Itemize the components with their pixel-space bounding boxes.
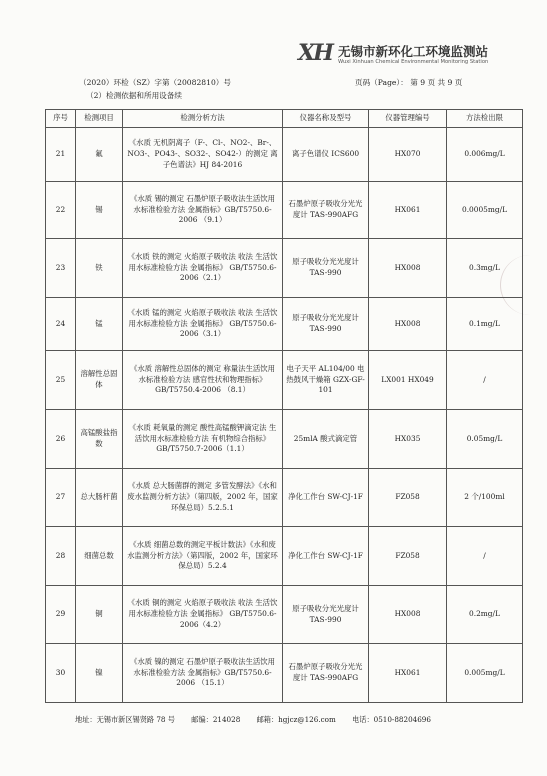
org-logo-block: [298, 40, 538, 70]
org-logo-mark: XH: [298, 40, 332, 66]
cell-instrument: 电子天平 AL104/00 电热鼓风干燥箱 GZX-GF-101: [283, 351, 369, 410]
section-title: （2）检测依据和所用设备续: [86, 91, 182, 100]
cell-no: 30: [46, 644, 76, 703]
cell-limit: 0.2mg/L: [447, 586, 523, 644]
cell-item: 锰: [76, 298, 123, 351]
cell-instrument: 石墨炉原子吸收分光光度计 TAS-990AFG: [283, 182, 369, 239]
cell-no: 27: [46, 469, 76, 527]
cell-item: 总大肠杆菌: [76, 469, 123, 527]
cell-code: HX061: [369, 644, 447, 703]
cell-instrument: 原子吸收分光光度计 TAS-990: [283, 239, 369, 298]
cell-limit: 0.0005mg/L: [447, 182, 523, 239]
table-row: [46, 351, 523, 410]
cell-instrument: 25mlA 酸式滴定管: [283, 410, 369, 469]
cell-no: 24: [46, 298, 76, 351]
cell-instrument: 原子吸收分光光度计 TAS-990: [283, 586, 369, 644]
cell-instrument: 净化工作台 SW-CJ-1F: [283, 527, 369, 586]
table-row: [46, 239, 523, 298]
cell-item: 细菌总数: [76, 527, 123, 586]
cell-item: 镍: [76, 644, 123, 703]
table-row: [46, 527, 523, 586]
footer-phone: 电话：0510-88204696: [352, 715, 431, 724]
cell-method: 《水质 溶解性总固体的测定 称量法生活饮用水标准检验方法 感官性状和物理指标》GB/T5750.4-2006 （8.1）: [123, 351, 283, 410]
cell-limit: 0.005mg/L: [447, 644, 523, 703]
cell-no: 21: [46, 128, 76, 182]
footer-email: 邮箱：hgjcz@126.com: [256, 715, 336, 724]
page-info: 页码（Page）： 第 9 页 共 9 页: [355, 78, 463, 87]
org-name: 无锡市新环化工环境监测站: [338, 44, 489, 59]
cell-method: 《水质 无机阴离子（F-、Cl-、NO2-、Br-、NO3-、PO43-、SO32-、SO42-）的测定 离子色谱法》HJ 84-2016: [123, 128, 283, 182]
table-row: [46, 644, 523, 703]
header-item: 检测项目: [76, 110, 123, 128]
cell-item: 高锰酸盐指数: [76, 410, 123, 469]
table-row: [46, 410, 523, 469]
header-limit: 方法检出限: [447, 110, 523, 128]
table-row: [46, 128, 523, 182]
cell-limit: 0.3mg/L: [447, 239, 523, 298]
cell-code: FZ058: [369, 469, 447, 527]
org-name-en: Wuxi Xinhuan Chemical Environmental Monitoring Station: [338, 59, 489, 65]
cell-code: FZ058: [369, 527, 447, 586]
header-method: 检测分析方法: [123, 110, 283, 128]
cell-instrument: 离子色谱仪 ICS600: [283, 128, 369, 182]
header-no: 序号: [46, 110, 76, 128]
table-row: [46, 182, 523, 239]
table-row: [46, 298, 523, 351]
report-number: （2020）环检（SZ）字第（20082810）号: [79, 78, 231, 87]
cell-limit: /: [447, 527, 523, 586]
cell-instrument: 净化工作台 SW-CJ-1F: [283, 469, 369, 527]
cell-code: HX008: [369, 239, 447, 298]
cell-item: 铜: [76, 586, 123, 644]
cell-item: 氟: [76, 128, 123, 182]
cell-item: 铁: [76, 239, 123, 298]
cell-method: 《水质 总大肠菌群的测定 多管发酵法》《水和废水监测分析方法》（第四版，2002 年，国家环保总局）5.2.5.1: [123, 469, 283, 527]
cell-code: HX061: [369, 182, 447, 239]
footer-address: 地址：无锡市新区锡贤路 78 号: [75, 715, 175, 724]
method-equipment-table: [45, 109, 523, 703]
cell-limit: 0.05mg/L: [447, 410, 523, 469]
header-code: 仪器管理编号: [369, 110, 447, 128]
cell-code: HX035: [369, 410, 447, 469]
cell-no: 22: [46, 182, 76, 239]
cell-item: 锡: [76, 182, 123, 239]
cell-method: 《水质 细菌总数的测定平板计数法》《水和废水监测分析方法》（第四版，2002 年，国家环保总局）5.2.4: [123, 527, 283, 586]
cell-method: 《水质 铁的测定 火焰原子吸收法 收法 生活饮用水标准检验方法 金属指标》 GB/T5750.6-2006（2.1）: [123, 239, 283, 298]
cell-code: HX008: [369, 298, 447, 351]
cell-no: 26: [46, 410, 76, 469]
cell-limit: /: [447, 351, 523, 410]
cell-instrument: 石墨炉原子吸收分光光度计 TAS-990AFG: [283, 644, 369, 703]
cell-limit: 0.006mg/L: [447, 128, 523, 182]
cell-code: HX070: [369, 128, 447, 182]
cell-no: 23: [46, 239, 76, 298]
cell-no: 29: [46, 586, 76, 644]
header-instrument: 仪器名称及型号: [283, 110, 369, 128]
cell-item: 溶解性总固体: [76, 351, 123, 410]
table-row: [46, 586, 523, 644]
cell-method: 《水质 锡的测定 石墨炉原子吸收法生活饮用水标准检验方法 金属指标》GB/T5750.6-2006 （9.1）: [123, 182, 283, 239]
cell-no: 28: [46, 527, 76, 586]
table-row: [46, 469, 523, 527]
cell-limit: 0.1mg/L: [447, 298, 523, 351]
cell-method: 《水质 铜的测定 火焰原子吸收法 收法 生活饮用水标准检验方法 金属指标》 GB/T5750.6-2006（4.2）: [123, 586, 283, 644]
cell-code: LX001 HX049: [369, 351, 447, 410]
cell-code: HX008: [369, 586, 447, 644]
table-header-row: [46, 110, 523, 128]
footer-postcode: 邮编：214028: [191, 715, 241, 724]
cell-method: 《水质 锰的测定 火焰原子吸收法 收法 生活饮用水标准检验方法 金属指标》 GB/T5750.6-2006（3.1）: [123, 298, 283, 351]
footer-contact: [75, 715, 445, 725]
cell-method: 《水质 耗氧量的测定 酸性高锰酸钾滴定法 生活饮用水标准检验方法 有机物综合指标》GB/T5750.7-2006（1.1）: [123, 410, 283, 469]
cell-instrument: 原子吸收分光光度计 TAS-990: [283, 298, 369, 351]
cell-limit: 2 个/100ml: [447, 469, 523, 527]
cell-method: 《水质 镍的测定 石墨炉原子吸收法生活饮用水标准检验方法 金属指标》GB/T5750.6-2006 （15.1）: [123, 644, 283, 703]
cell-no: 25: [46, 351, 76, 410]
